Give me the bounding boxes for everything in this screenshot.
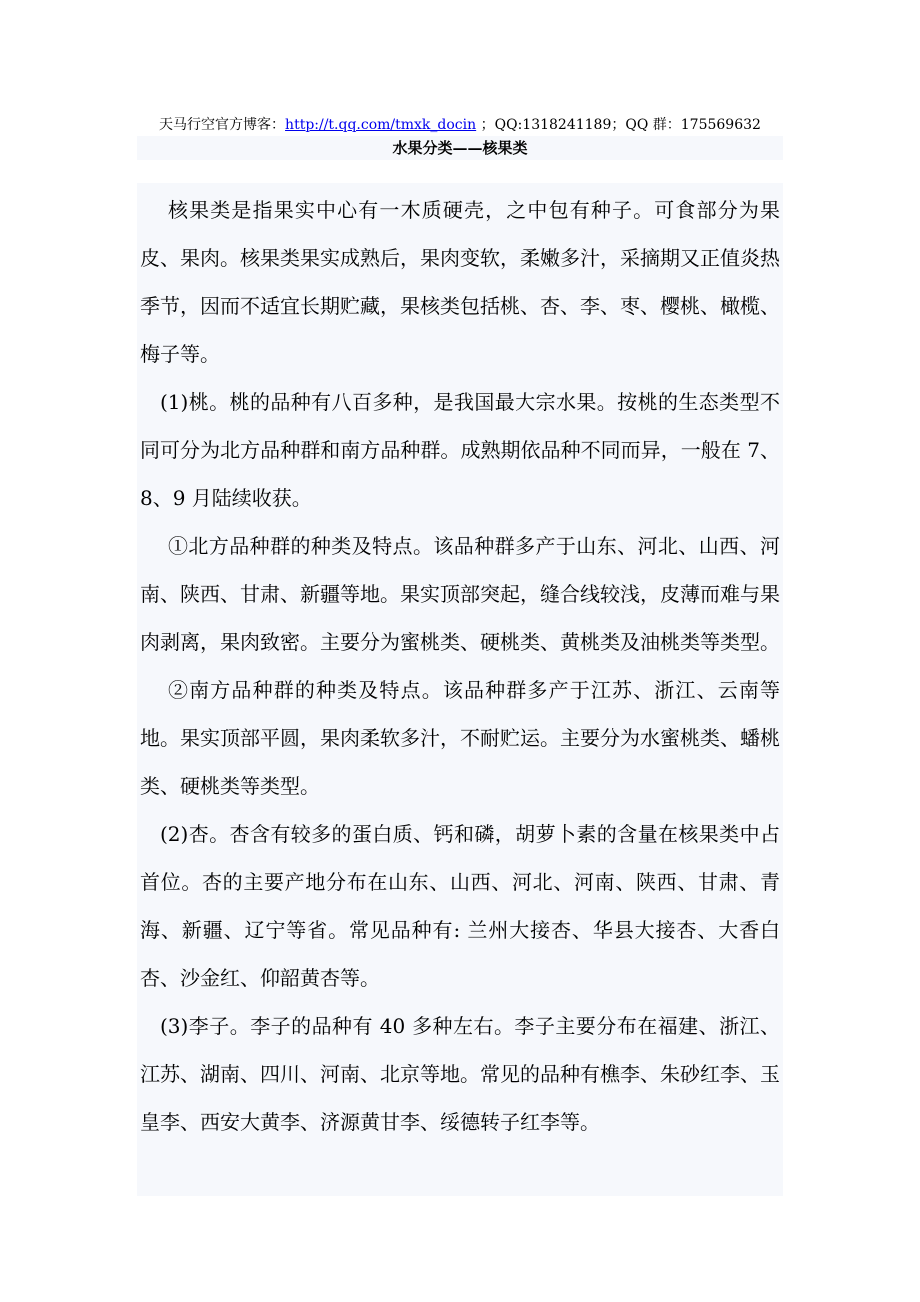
- northern-peach-paragraph: ①北方品种群的种类及特点。该品种群多产于山东、河北、山西、河南、陕西、甘肃、新疆等地。果实顶部突起，缝合线较浅，皮薄而难与果肉剥离，果肉致密。主要分为蜜桃类、硬桃类、黄桃类及油桃类等类型。: [140, 534, 780, 654]
- intro-paragraph: 核果类是指果实中心有一木质硬壳，之中包有种子。可食部分为果皮、果肉。核果类果实成熟后，果肉变软，柔嫩多汁，采摘期又正值炎热季节，因而不适宜长期贮藏，果核类包括桃、杏、李、枣、樱桃、橄榄、梅子等。: [140, 198, 780, 366]
- document-body: [140, 186, 780, 1146]
- southern-peach-paragraph: ②南方品种群的种类及特点。该品种群多产于江苏、浙江、云南等地。果实顶部平圆，果肉柔软多汁，不耐贮运。主要分为水蜜桃类、蟠桃类、硬桃类等类型。: [140, 678, 780, 798]
- page-header: [0, 115, 920, 135]
- peach-paragraph: (1)桃。桃的品种有八百多种，是我国最大宗水果。按桃的生态类型不同可分为北方品种群和南方品种群。成熟期依品种不同而异，一般在 7、8、9 月陆续收获。: [140, 390, 780, 510]
- document-title: 水果分类——核果类: [392, 139, 528, 157]
- blog-label: 天马行空官方博客：: [159, 117, 286, 133]
- contact-info: ；QQ:1318241189；QQ 群：175569632: [480, 117, 761, 133]
- plum-paragraph: (3)李子。李子的品种有 40 多种左右。李子主要分布在福建、浙江、江苏、湖南、四川、河南、北京等地。常见的品种有樵李、朱砂红李、玉皇李、西安大黄李、济源黄甘李、绥德转子红李等。: [140, 1014, 780, 1134]
- blog-link[interactable]: http://t.qq.com/tmxk_docin: [285, 117, 477, 133]
- apricot-paragraph: (2)杏。杏含有较多的蛋白质、钙和磷，胡萝卜素的含量在核果类中占首位。杏的主要产地分布在山东、山西、河北、河南、陕西、甘肃、青海、新疆、辽宁等省。常见品种有: 兰州大接杏、华县大接杏、大香白杏、沙金红、仰韶黄杏等。: [140, 822, 780, 990]
